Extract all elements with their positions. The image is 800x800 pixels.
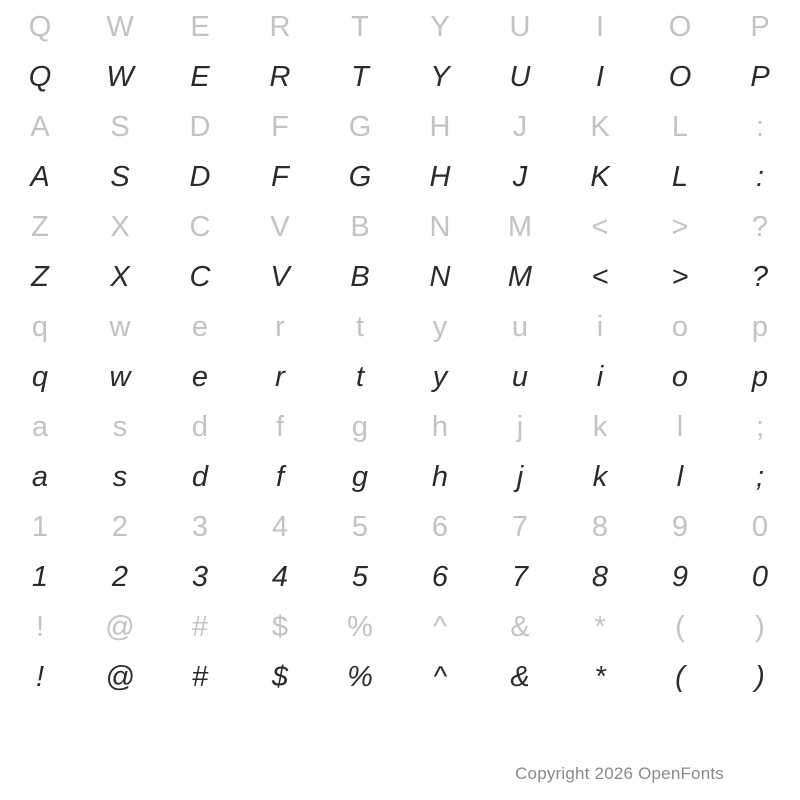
glyph-cell: N [429,260,451,293]
glyph-cell: 5 [351,510,369,543]
glyph-cell: q [31,360,49,393]
glyph-cell: ^ [433,610,447,643]
glyph-cell: N [429,210,451,243]
glyph-cell: X [110,210,130,243]
glyph-cell: % [347,610,373,643]
glyph-cell: 6 [431,560,449,593]
glyph-cell: i [596,360,604,393]
glyph-cell: 2 [111,560,129,593]
glyph-cell: & [510,610,530,643]
glyph-cell: K [590,110,610,143]
glyph-cell: I [595,10,605,43]
glyph-cell: K [590,160,610,193]
glyph-cell: # [191,660,209,693]
glyph-cell: R [269,10,291,43]
glyph-row [0,502,800,552]
glyph-cell: W [106,10,134,43]
glyph-cell: a [31,460,49,493]
glyph-cell: y [432,310,448,343]
glyph-row [0,452,800,502]
glyph-cell: H [429,160,451,193]
glyph-cell: 2 [111,510,129,543]
glyph-cell: 4 [271,560,289,593]
glyph-cell: o [671,310,689,343]
glyph-cell: > [671,210,689,243]
glyph-cell: B [350,260,370,293]
glyph-cell: W [106,60,134,93]
glyph-cell: e [191,360,209,393]
glyph-cell: H [429,110,451,143]
glyph-cell: g [351,410,369,443]
glyph-cell: g [351,460,369,493]
glyph-cell: w [109,360,131,393]
glyph-row [0,252,800,302]
glyph-cell: P [750,60,770,93]
glyph-cell: ( [675,660,685,693]
glyph-cell: L [671,110,689,143]
glyph-cell: X [110,260,130,293]
glyph-cell: ) [755,610,765,643]
glyph-cell: i [596,310,604,343]
glyph-cell: j [516,460,524,493]
glyph-cell: T [351,10,369,43]
glyph-cell: 5 [351,560,369,593]
glyph-row [0,52,800,102]
glyph-cell: > [671,260,689,293]
glyph-cell: o [671,360,689,393]
glyph-cell: A [30,160,50,193]
glyph-cell: r [275,310,285,343]
glyph-cell: D [189,160,211,193]
glyph-cell: 3 [191,510,209,543]
glyph-cell: * [594,660,606,693]
glyph-cell: t [355,310,365,343]
glyph-cell: L [671,160,689,193]
glyph-row [0,552,800,602]
glyph-cell: C [189,210,211,243]
glyph-cell: ; [755,410,765,443]
glyph-cell: 8 [591,510,609,543]
glyph-cell: ( [675,610,685,643]
glyph-cell: O [668,60,692,93]
glyph-row [0,102,800,152]
glyph-cell: 9 [671,510,689,543]
glyph-cell: < [591,210,609,243]
glyph-cell: C [189,260,211,293]
glyph-cell: % [347,660,373,693]
glyph-cell: J [512,110,528,143]
glyph-cell: $ [271,660,289,693]
glyph-cell: S [110,160,130,193]
glyph-cell: k [592,410,608,443]
glyph-cell: A [30,110,50,143]
glyph-cell: F [271,160,289,193]
glyph-cell: l [676,410,684,443]
glyph-cell: y [432,360,448,393]
glyph-row [0,202,800,252]
glyph-cell: e [191,310,209,343]
glyph-row [0,602,800,652]
glyph-cell: @ [105,660,135,693]
glyph-cell: a [31,410,49,443]
glyph-cell: V [270,260,290,293]
glyph-cell: 7 [511,510,529,543]
glyph-cell: E [190,60,210,93]
glyph-row [0,652,800,702]
glyph-cell: Z [31,210,49,243]
glyph-cell: 3 [191,560,209,593]
glyph-cell: M [507,260,533,293]
glyph-cell: 6 [431,510,449,543]
glyph-cell: k [592,460,608,493]
glyph-cell: f [275,410,285,443]
glyph-cell: S [110,110,130,143]
glyph-cell: V [270,210,290,243]
glyph-cell: G [348,160,372,193]
glyph-cell: O [668,10,692,43]
glyph-row [0,302,800,352]
glyph-cell: U [509,60,531,93]
glyph-cell: < [591,260,609,293]
copyright-notice: Copyright 2026 OpenFonts [515,764,724,783]
glyph-cell: P [750,10,770,43]
glyph-cell: ! [35,610,45,643]
glyph-cell: @ [105,610,135,643]
glyph-cell: 4 [271,510,289,543]
glyph-cell: ^ [433,660,447,693]
glyph-cell: 9 [671,560,689,593]
glyph-cell: D [189,110,211,143]
glyph-cell: * [594,610,606,643]
glyph-cell: ? [751,260,769,293]
glyph-cell: # [191,610,209,643]
glyph-row [0,152,800,202]
glyph-row [0,402,800,452]
glyph-cell: Q [28,10,52,43]
glyph-cell: w [109,310,131,343]
glyph-cell: s [112,460,128,493]
glyph-cell: 0 [751,560,769,593]
glyph-cell: : [755,110,765,143]
glyph-cell: h [431,460,449,493]
glyph-cell: l [676,460,684,493]
glyph-cell: U [509,10,531,43]
glyph-cell: j [516,410,524,443]
glyph-cell: 1 [31,510,49,543]
glyph-cell: M [507,210,533,243]
glyph-cell: E [190,10,210,43]
glyph-cell: I [595,60,605,93]
glyph-cell: u [511,310,529,343]
glyph-cell: f [275,460,285,493]
glyph-cell: p [751,310,769,343]
glyph-row [0,352,800,402]
glyph-cell: Q [28,60,52,93]
glyph-cell: h [431,410,449,443]
glyph-cell: d [191,460,209,493]
glyph-cell: 8 [591,560,609,593]
glyph-cell: Y [430,10,450,43]
glyph-cell: r [275,360,285,393]
glyph-cell: & [510,660,530,693]
glyph-cell: T [351,60,369,93]
glyph-cell: 0 [751,510,769,543]
glyph-cell: ? [751,210,769,243]
glyph-cell: B [350,210,370,243]
glyph-cell: 7 [511,560,529,593]
glyph-cell: p [751,360,769,393]
glyph-cell: t [355,360,365,393]
glyph-cell: q [31,310,49,343]
glyph-cell: $ [271,610,289,643]
glyph-cell: G [348,110,372,143]
glyph-cell: ) [755,660,765,693]
glyph-cell: J [512,160,528,193]
glyph-cell: ; [755,460,765,493]
glyph-cell: ! [35,660,45,693]
glyph-cell: : [755,160,765,193]
glyph-row [0,2,800,52]
glyph-cell: Y [430,60,450,93]
glyph-cell: 1 [31,560,49,593]
glyph-cell: s [112,410,128,443]
glyph-cell: F [271,110,289,143]
glyph-cell: Z [31,260,49,293]
glyph-cell: d [191,410,209,443]
glyph-cell: R [269,60,291,93]
glyph-cell: u [511,360,529,393]
